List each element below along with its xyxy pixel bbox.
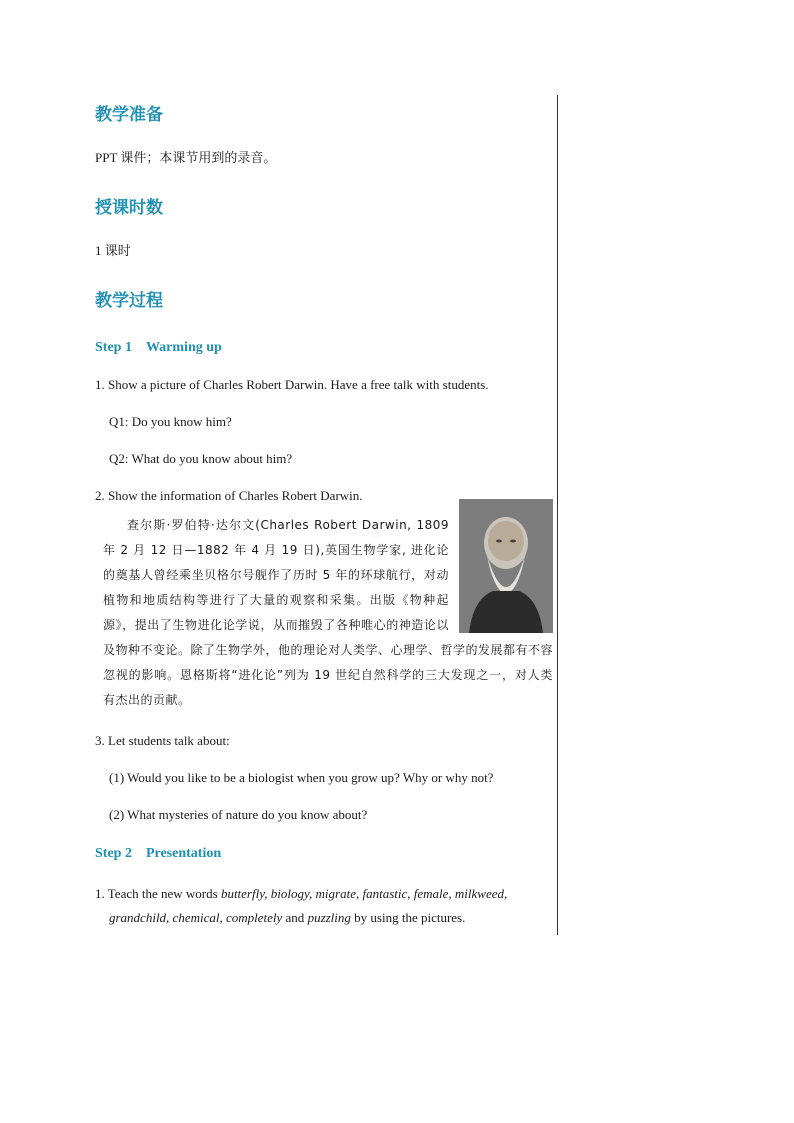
step2-name: Presentation [145,846,222,861]
step1-sub1: (1) Would you like to be a biologist when you grow up? Why or why not? [109,770,494,785]
step1-heading [95,339,553,357]
darwin-bio-text: 查尔斯·罗伯特·达尔文(Charles Robert Darwin, 1809 年 2 月 12 日—1882 年 4 月 19 日),英国生物学家, 进化论的奠基人曾经乘坐贝格尔号舰作了历时 5 年的环球航行，对动植物和地质结构等进行了大量的观察和采集。出版《物种起源》，提出了生物进化论学说，从而摧毁了各种唯心的神造论以及物种不变论。除了生物学外，他的理论对人类学、心理学、哲学的发展都有不容忽视的影响。恩格斯将“进化论”列为 19 世纪自然科学的三大发现之一，对人类有杰出的贡献。 [103,518,554,707]
step2-item1-and: and [282,910,308,925]
step2-vocab-words: butterfly, biology, migrate, fantastic, female, milkweed, grandchild, chemical, completely [109,886,508,925]
page-margin-line [557,95,558,935]
step2-item1-prefix: 1. Teach the new words [95,886,221,901]
step2-vocab-last: puzzling [307,910,351,925]
step2-item1-suffix: by using the pictures. [350,910,466,925]
hours-text: 1 课时 [95,243,131,258]
step1-item3: 3. Let students talk about: [95,733,230,748]
step1-name: Warming up [145,340,222,355]
section-title-process: 教学过程 [95,291,163,311]
step1-label: Step 1 [95,340,132,355]
darwin-bio-block [95,513,553,713]
section-title-prep: 教学准备 [95,105,163,125]
darwin-portrait-image [459,499,553,633]
lesson-plan [95,100,553,930]
step1-sub2: (2) What mysteries of nature do you know about? [109,807,368,822]
step1-item1: 1. Show a picture of Charles Robert Darwin. Have a free talk with students. [95,377,489,392]
step2-item1 [95,882,553,930]
step1-q1: Q1: Do you know him? [109,414,232,429]
step2-heading [95,845,553,863]
step1-q2: Q2: What do you know about him? [109,451,293,466]
section-title-hours: 授课时数 [95,198,163,218]
prep-text: PPT 课件；本课节用到的录音。 [95,150,277,165]
step2-label: Step 2 [95,846,132,861]
step1-item2: 2. Show the information of Charles Robert Darwin. [95,488,363,503]
